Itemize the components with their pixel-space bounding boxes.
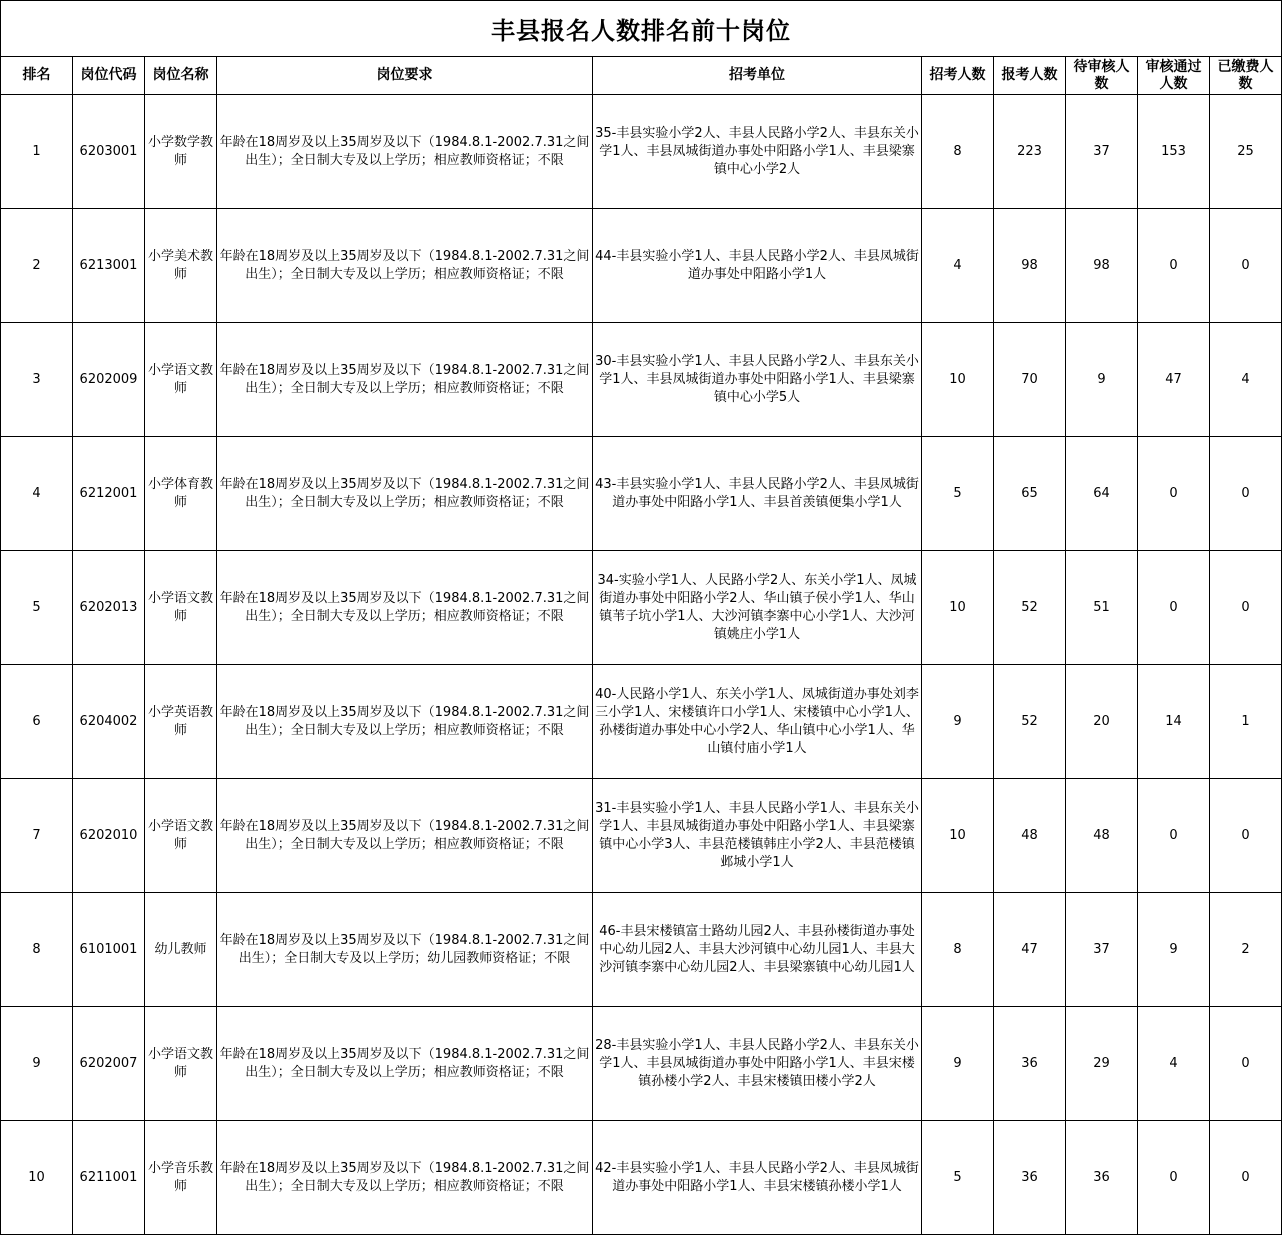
applied-cell: 98 [994,209,1066,323]
header-rank: 排名 [1,57,73,95]
requirement-cell: 年龄在18周岁及以上35周岁及以下（1984.8.1-2002.7.31之间出生）；全日制大专及以上学历；相应教师资格证；不限 [217,665,593,779]
approved-cell: 14 [1138,665,1210,779]
unit-cell: 28-丰县实验小学1人、丰县人民路小学2人、丰县东关小学1人、丰县凤城街道办事处中阳路小学1人、丰县宋楼镇孙楼小学2人、丰县宋楼镇田楼小学2人 [593,1007,922,1121]
approved-cell: 47 [1138,323,1210,437]
table-row [1,209,1282,323]
pending-cell: 37 [1066,893,1138,1007]
code-cell: 6211001 [73,1121,145,1235]
unit-cell: 46-丰县宋楼镇富士路幼儿园2人、丰县孙楼街道办事处中心幼儿园2人、丰县大沙河镇中心幼儿园1人、丰县大沙河镇李寨中心幼儿园2人、丰县梁寨镇中心幼儿园1人 [593,893,922,1007]
header-paid: 已缴费人数 [1210,57,1282,95]
code-cell: 6202009 [73,323,145,437]
applied-cell: 36 [994,1007,1066,1121]
applied-cell: 48 [994,779,1066,893]
pending-cell: 51 [1066,551,1138,665]
pending-cell: 36 [1066,1121,1138,1235]
code-cell: 6202013 [73,551,145,665]
unit-cell: 31-丰县实验小学1人、丰县人民路小学1人、丰县东关小学1人、丰县凤城街道办事处中阳路小学1人、丰县梁寨镇中心小学3人、丰县范楼镇韩庄小学2人、丰县范楼镇邺城小学1人 [593,779,922,893]
unit-cell: 30-丰县实验小学1人、丰县人民路小学2人、丰县东关小学1人、丰县凤城街道办事处中阳路小学1人、丰县梁寨镇中心小学5人 [593,323,922,437]
table-row [1,779,1282,893]
rank-cell: 8 [1,893,73,1007]
header-row [1,57,1282,95]
approved-cell: 9 [1138,893,1210,1007]
recruit-cell: 10 [922,323,994,437]
rank-cell: 2 [1,209,73,323]
table-row [1,323,1282,437]
header-applied: 报考人数 [994,57,1066,95]
approved-cell: 153 [1138,95,1210,209]
table-row [1,95,1282,209]
code-cell: 6213001 [73,209,145,323]
rank-cell: 5 [1,551,73,665]
table-row [1,1007,1282,1121]
recruit-cell: 5 [922,1121,994,1235]
recruit-cell: 9 [922,1007,994,1121]
pending-cell: 48 [1066,779,1138,893]
applied-cell: 223 [994,95,1066,209]
applied-cell: 36 [994,1121,1066,1235]
approved-cell: 0 [1138,1121,1210,1235]
recruit-cell: 9 [922,665,994,779]
unit-cell: 35-丰县实验小学2人、丰县人民路小学2人、丰县东关小学1人、丰县凤城街道办事处中阳路小学1人、丰县梁寨镇中心小学2人 [593,95,922,209]
name-cell: 小学美术教师 [145,209,217,323]
code-cell: 6212001 [73,437,145,551]
requirement-cell: 年龄在18周岁及以上35周岁及以下（1984.8.1-2002.7.31之间出生）；全日制大专及以上学历；相应教师资格证；不限 [217,779,593,893]
requirement-cell: 年龄在18周岁及以上35周岁及以下（1984.8.1-2002.7.31之间出生）；全日制大专及以上学历；相应教师资格证；不限 [217,1007,593,1121]
rank-cell: 4 [1,437,73,551]
applied-cell: 47 [994,893,1066,1007]
table-row [1,1121,1282,1235]
table-row [1,551,1282,665]
rank-cell: 7 [1,779,73,893]
rank-cell: 1 [1,95,73,209]
rank-cell: 3 [1,323,73,437]
unit-cell: 44-丰县实验小学1人、丰县人民路小学2人、丰县凤城街道办事处中阳路小学1人 [593,209,922,323]
paid-cell: 0 [1210,437,1282,551]
table-row [1,893,1282,1007]
pending-cell: 9 [1066,323,1138,437]
code-cell: 6204002 [73,665,145,779]
page-title: 丰县报名人数排名前十岗位 [1,1,1282,57]
unit-cell: 34-实验小学1人、人民路小学2人、东关小学1人、凤城街道办事处中阳路小学2人、华山镇子侯小学1人、华山镇苇子坑小学1人、大沙河镇李寨中心小学1人、大沙河镇姚庄小学1人 [593,551,922,665]
paid-cell: 0 [1210,551,1282,665]
header-requirement: 岗位要求 [217,57,593,95]
recruit-cell: 8 [922,893,994,1007]
requirement-cell: 年龄在18周岁及以上35周岁及以下（1984.8.1-2002.7.31之间出生）；全日制大专及以上学历；相应教师资格证；不限 [217,209,593,323]
paid-cell: 2 [1210,893,1282,1007]
requirement-cell: 年龄在18周岁及以上35周岁及以下（1984.8.1-2002.7.31之间出生）；全日制大专及以上学历；相应教师资格证；不限 [217,437,593,551]
requirement-cell: 年龄在18周岁及以上35周岁及以下（1984.8.1-2002.7.31之间出生）；全日制大专及以上学历；相应教师资格证；不限 [217,323,593,437]
recruit-cell: 10 [922,551,994,665]
recruit-cell: 8 [922,95,994,209]
header-name: 岗位名称 [145,57,217,95]
requirement-cell: 年龄在18周岁及以上35周岁及以下（1984.8.1-2002.7.31之间出生）；全日制大专及以上学历；相应教师资格证；不限 [217,95,593,209]
name-cell: 小学音乐教师 [145,1121,217,1235]
paid-cell: 1 [1210,665,1282,779]
applied-cell: 52 [994,665,1066,779]
approved-cell: 0 [1138,209,1210,323]
recruit-cell: 5 [922,437,994,551]
paid-cell: 4 [1210,323,1282,437]
paid-cell: 0 [1210,1121,1282,1235]
name-cell: 小学语文教师 [145,1007,217,1121]
header-pending: 待审核人数 [1066,57,1138,95]
name-cell: 小学数学教师 [145,95,217,209]
pending-cell: 20 [1066,665,1138,779]
unit-cell: 42-丰县实验小学1人、丰县人民路小学2人、丰县凤城街道办事处中阳路小学1人、丰县宋楼镇孙楼小学1人 [593,1121,922,1235]
rank-cell: 6 [1,665,73,779]
pending-cell: 37 [1066,95,1138,209]
header-code: 岗位代码 [73,57,145,95]
pending-cell: 29 [1066,1007,1138,1121]
code-cell: 6202010 [73,779,145,893]
header-unit: 招考单位 [593,57,922,95]
rank-cell: 9 [1,1007,73,1121]
header-approved: 审核通过人数 [1138,57,1210,95]
approved-cell: 0 [1138,437,1210,551]
approved-cell: 0 [1138,551,1210,665]
code-cell: 6202007 [73,1007,145,1121]
name-cell: 小学英语教师 [145,665,217,779]
name-cell: 幼儿教师 [145,893,217,1007]
requirement-cell: 年龄在18周岁及以上35周岁及以下（1984.8.1-2002.7.31之间出生）；全日制大专及以上学历；幼儿园教师资格证；不限 [217,893,593,1007]
code-cell: 6101001 [73,893,145,1007]
applied-cell: 65 [994,437,1066,551]
name-cell: 小学语文教师 [145,779,217,893]
requirement-cell: 年龄在18周岁及以上35周岁及以下（1984.8.1-2002.7.31之间出生）；全日制大专及以上学历；相应教师资格证；不限 [217,1121,593,1235]
header-recruit: 招考人数 [922,57,994,95]
table-row [1,437,1282,551]
unit-cell: 40-人民路小学1人、东关小学1人、凤城街道办事处刘李三小学1人、宋楼镇许口小学1人、宋楼镇中心小学1人、孙楼街道办事处中心小学2人、华山镇中心小学1人、华山镇付庙小学1人 [593,665,922,779]
approved-cell: 4 [1138,1007,1210,1121]
paid-cell: 25 [1210,95,1282,209]
pending-cell: 98 [1066,209,1138,323]
approved-cell: 0 [1138,779,1210,893]
unit-cell: 43-丰县实验小学1人、丰县人民路小学2人、丰县凤城街道办事处中阳路小学1人、丰县首羡镇便集小学1人 [593,437,922,551]
name-cell: 小学语文教师 [145,323,217,437]
applied-cell: 52 [994,551,1066,665]
recruit-cell: 10 [922,779,994,893]
table-row [1,665,1282,779]
paid-cell: 0 [1210,209,1282,323]
rank-cell: 10 [1,1121,73,1235]
applied-cell: 70 [994,323,1066,437]
paid-cell: 0 [1210,1007,1282,1121]
pending-cell: 64 [1066,437,1138,551]
recruit-cell: 4 [922,209,994,323]
name-cell: 小学体育教师 [145,437,217,551]
paid-cell: 0 [1210,779,1282,893]
code-cell: 6203001 [73,95,145,209]
requirement-cell: 年龄在18周岁及以上35周岁及以下（1984.8.1-2002.7.31之间出生）；全日制大专及以上学历；相应教师资格证；不限 [217,551,593,665]
name-cell: 小学语文教师 [145,551,217,665]
